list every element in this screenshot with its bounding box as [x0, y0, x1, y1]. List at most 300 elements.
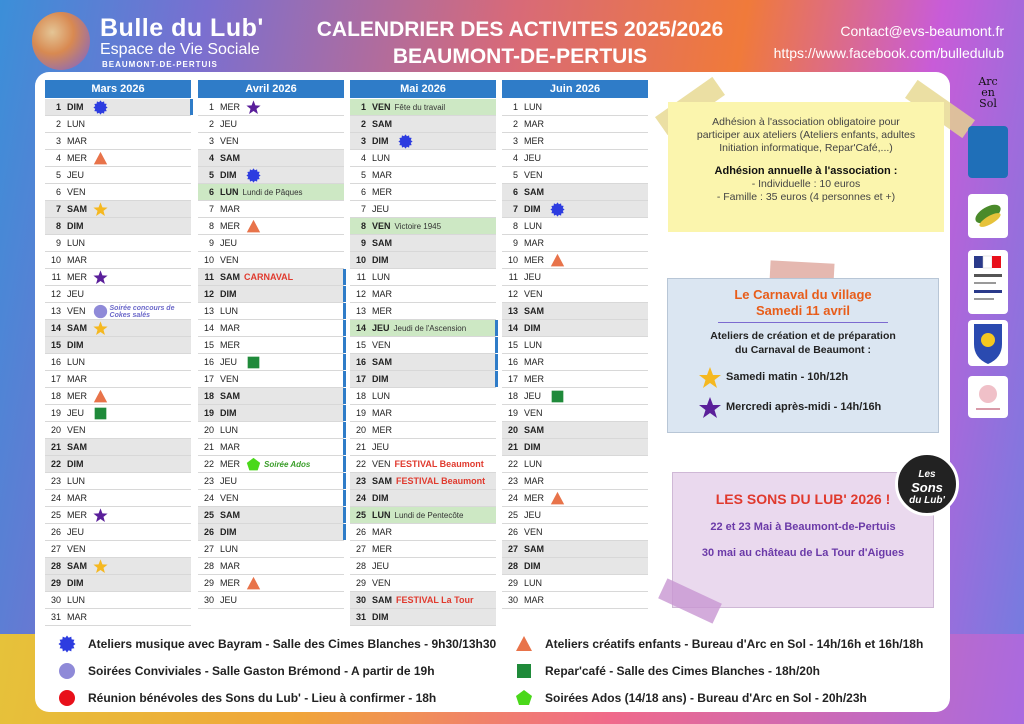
- day-row: [502, 286, 648, 303]
- day-row: [45, 286, 191, 303]
- adhesion-title: Adhésion annuelle à l'association :: [714, 165, 898, 177]
- day-number: 27: [355, 544, 366, 554]
- day-number: 17: [203, 374, 214, 384]
- day-row: [350, 286, 496, 303]
- day-name: SAM: [220, 510, 240, 520]
- day-number: 8: [360, 221, 366, 231]
- day-number: 16: [355, 357, 366, 367]
- day-name: SAM: [220, 272, 240, 282]
- day-name: MAR: [372, 527, 392, 537]
- day-note: CARNAVAL: [244, 272, 294, 282]
- day-row: [198, 524, 344, 541]
- day-name: LUN: [220, 187, 239, 197]
- day-name: VEN: [372, 102, 391, 112]
- day-row: [502, 303, 648, 320]
- day-name: MER: [67, 510, 87, 520]
- day-row: [502, 405, 648, 422]
- day-note: Soirée concours de Cokes salés: [109, 304, 175, 319]
- day-number: 13: [203, 306, 214, 316]
- day-name: MER: [220, 578, 240, 588]
- day-number: 5: [512, 170, 518, 180]
- day-name: MAR: [67, 374, 87, 384]
- day-row: [45, 303, 191, 320]
- day-row: [502, 354, 648, 371]
- sons-line1: 22 et 23 Mai à Beaumont-de-Pertuis: [710, 521, 896, 533]
- day-row: [198, 592, 344, 609]
- day-row: [198, 320, 344, 337]
- day-name: LUN: [220, 544, 239, 554]
- ados-icon: [246, 457, 261, 472]
- day-name: MER: [220, 221, 240, 231]
- day-row: [502, 133, 648, 150]
- day-row: [198, 184, 344, 201]
- day-number: 6: [55, 187, 61, 197]
- day-name: JEU: [524, 391, 542, 401]
- day-row: [198, 405, 344, 422]
- day-name: VEN: [220, 255, 239, 265]
- day-row: [502, 150, 648, 167]
- day-name: LUN: [372, 272, 391, 282]
- musique-icon: [93, 100, 108, 115]
- day-row: [198, 371, 344, 388]
- day-note: Lundi de Pentecôte: [394, 511, 464, 520]
- day-number: 27: [507, 544, 518, 554]
- day-name: LUN: [524, 221, 543, 231]
- day-number: 4: [360, 153, 366, 163]
- day-number: 30: [355, 595, 366, 605]
- day-name: VEN: [524, 289, 543, 299]
- day-number: 31: [355, 612, 366, 622]
- day-name: DIM: [372, 136, 389, 146]
- day-row: [198, 456, 344, 473]
- day-name: VEN: [220, 374, 239, 384]
- day-row: [198, 150, 344, 167]
- day-row: [502, 558, 648, 575]
- day-row: [45, 473, 191, 490]
- day-row: [45, 167, 191, 184]
- day-name: MAR: [372, 170, 392, 180]
- sons-du-lub-logo: Les Sons du Lub': [895, 452, 959, 516]
- day-row: [45, 507, 191, 524]
- creatifs-icon: [246, 219, 261, 234]
- day-note: FESTIVAL La Tour: [396, 595, 474, 605]
- day-name: JEU: [67, 408, 85, 418]
- day-name: SAM: [67, 204, 87, 214]
- day-row: [502, 371, 648, 388]
- day-row: [502, 507, 648, 524]
- day-row: [45, 609, 191, 626]
- day-row: [350, 541, 496, 558]
- day-number: 6: [360, 187, 366, 197]
- day-number: 25: [203, 510, 214, 520]
- day-number: 15: [507, 340, 518, 350]
- day-number: 8: [208, 221, 214, 231]
- month-column-avril: [198, 80, 344, 609]
- day-row: [350, 371, 496, 388]
- day-number: 26: [203, 527, 214, 537]
- day-row: [198, 541, 344, 558]
- day-name: SAM: [372, 595, 392, 605]
- day-name: DIM: [372, 255, 389, 265]
- day-number: 3: [360, 136, 366, 146]
- day-number: 7: [360, 204, 366, 214]
- musique-icon: [550, 202, 565, 217]
- day-number: 23: [203, 476, 214, 486]
- star-purple-icon: [698, 396, 722, 420]
- day-row: [350, 609, 496, 626]
- day-row: [502, 184, 648, 201]
- day-number: 21: [50, 442, 61, 452]
- day-number: 3: [512, 136, 518, 146]
- day-number: 9: [512, 238, 518, 248]
- star-purple-icon: [93, 508, 108, 523]
- day-name: JEU: [67, 527, 85, 537]
- day-row: [502, 575, 648, 592]
- day-number: 2: [512, 119, 518, 129]
- day-name: VEN: [524, 527, 543, 537]
- day-number: 23: [50, 476, 61, 486]
- day-row: [45, 439, 191, 456]
- day-name: SAM: [372, 476, 392, 486]
- day-name: VEN: [524, 170, 543, 180]
- day-number: 20: [203, 425, 214, 435]
- day-note: FESTIVAL Beaumont: [396, 476, 486, 486]
- day-name: MAR: [524, 119, 544, 129]
- day-row: [45, 558, 191, 575]
- day-number: 26: [507, 527, 518, 537]
- creatifs-icon: [93, 151, 108, 166]
- month-header: Avril 2026: [198, 80, 344, 98]
- day-row: [198, 167, 344, 184]
- day-number: 20: [507, 425, 518, 435]
- day-row: [350, 99, 496, 116]
- carnaval-slot-saturday: [678, 367, 928, 387]
- day-number: 29: [50, 578, 61, 588]
- day-name: JEU: [67, 170, 85, 180]
- day-row: [350, 269, 496, 286]
- reunion-icon: [58, 689, 76, 707]
- day-name: MAR: [220, 561, 240, 571]
- day-row: [350, 507, 496, 524]
- day-name: DIM: [524, 323, 541, 333]
- day-name: MER: [524, 374, 544, 384]
- day-row: [350, 303, 496, 320]
- reparcafe-icon: [93, 406, 108, 421]
- musique-icon: [58, 635, 76, 653]
- day-row: [502, 337, 648, 354]
- day-name: DIM: [67, 221, 84, 231]
- day-note: Jeudi de l'Ascension: [393, 324, 467, 333]
- carnaval-slot1-label: Samedi matin - 10h/12h: [726, 371, 849, 383]
- day-number: 14: [203, 323, 214, 333]
- month-column-mars: [45, 80, 191, 626]
- day-number: 29: [355, 578, 366, 588]
- day-name: MAR: [220, 442, 240, 452]
- day-name: JEU: [524, 272, 542, 282]
- day-name: LUN: [220, 425, 239, 435]
- day-name: SAM: [524, 187, 544, 197]
- day-number: 8: [55, 221, 61, 231]
- day-row: [350, 320, 496, 337]
- day-number: 13: [355, 306, 366, 316]
- blason-icon: [968, 320, 1008, 366]
- day-number: 11: [51, 272, 61, 282]
- day-number: 14: [355, 323, 366, 333]
- legend-item: Ateliers musique avec Bayram - Salle des Cimes Blanches - 9h30/13h30: [58, 634, 496, 661]
- creatifs-icon: [246, 576, 261, 591]
- day-number: 4: [208, 153, 214, 163]
- day-number: 1: [360, 102, 366, 112]
- day-name: MAR: [220, 204, 240, 214]
- day-name: DIM: [524, 204, 541, 214]
- adhesion-famille: - Famille : 35 euros (4 personnes et +): [716, 191, 896, 203]
- day-row: [198, 235, 344, 252]
- day-name: MER: [220, 102, 240, 112]
- day-row: [45, 320, 191, 337]
- day-name: JEU: [372, 442, 390, 452]
- day-number: 18: [203, 391, 214, 401]
- day-name: DIM: [372, 374, 389, 384]
- day-row: [45, 269, 191, 286]
- contact-facebook[interactable]: https://www.facebook.com/bulledulub: [773, 45, 1004, 61]
- day-number: 10: [203, 255, 214, 265]
- day-row: [502, 320, 648, 337]
- day-row: [502, 167, 648, 184]
- day-row: [502, 592, 648, 609]
- day-number: 12: [50, 289, 61, 299]
- day-number: 2: [208, 119, 214, 129]
- day-name: MER: [372, 187, 392, 197]
- day-number: 2: [360, 119, 366, 129]
- day-name: VEN: [67, 544, 86, 554]
- day-row: [45, 371, 191, 388]
- day-number: 13: [50, 306, 61, 316]
- day-row: [502, 456, 648, 473]
- day-number: 3: [55, 136, 61, 146]
- day-name: MER: [372, 544, 392, 554]
- day-name: SAM: [67, 442, 87, 452]
- day-number: 7: [208, 204, 214, 214]
- legend-item: Soirées Conviviales - Salle Gaston Brémond - A partir de 19h: [58, 661, 496, 688]
- day-number: 2: [55, 119, 61, 129]
- day-name: MER: [220, 340, 240, 350]
- day-row: [502, 490, 648, 507]
- day-number: 25: [50, 510, 61, 520]
- day-name: MAR: [524, 357, 544, 367]
- month-header: Mai 2026: [350, 80, 496, 98]
- day-name: JEU: [220, 238, 238, 248]
- day-row: [45, 541, 191, 558]
- day-number: 12: [355, 289, 366, 299]
- day-name: MER: [67, 272, 87, 282]
- carnaval-date: Samedi 11 avril: [756, 303, 850, 318]
- day-name: MER: [372, 425, 392, 435]
- month-header: Mars 2026: [45, 80, 191, 98]
- creatifs-icon: [93, 389, 108, 404]
- carnaval-slot2-label: Mercredi après-midi - 14h/16h: [726, 401, 882, 413]
- day-row: [198, 337, 344, 354]
- day-name: SAM: [67, 323, 87, 333]
- day-row: [198, 116, 344, 133]
- day-number: 30: [50, 595, 61, 605]
- day-row: [198, 388, 344, 405]
- day-name: DIM: [220, 289, 237, 299]
- day-name: LUN: [67, 476, 86, 486]
- day-number: 11: [204, 272, 214, 282]
- caf-logo: [968, 126, 1008, 178]
- day-row: [198, 507, 344, 524]
- day-row: [45, 99, 191, 116]
- conviviales-icon: [58, 662, 76, 680]
- day-row: [350, 405, 496, 422]
- day-row: [45, 592, 191, 609]
- day-number: 21: [507, 442, 518, 452]
- day-name: LUN: [67, 238, 86, 248]
- day-number: 15: [203, 340, 214, 350]
- creatifs-icon: [550, 253, 565, 268]
- title-line1: CALENDRIER DES ACTIVITES 2025/2026: [316, 18, 724, 41]
- day-name: VEN: [524, 408, 543, 418]
- day-row: [45, 405, 191, 422]
- day-row: [45, 456, 191, 473]
- day-number: 17: [507, 374, 518, 384]
- contact-email[interactable]: Contact@evs-beaumont.fr: [840, 23, 1004, 39]
- legend-item: Repar'café - Salle des Cimes Blanches - 18h/20h: [515, 661, 923, 688]
- day-number: 15: [355, 340, 366, 350]
- day-name: LUN: [524, 459, 543, 469]
- ados-icon: [515, 689, 533, 707]
- logo-subtitle: Espace de Vie Sociale: [100, 41, 260, 58]
- day-number: 19: [203, 408, 214, 418]
- day-row: [198, 252, 344, 269]
- legend-item: Ateliers créatifs enfants - Bureau d'Arc en Sol - 14h/16h et 16h/18h: [515, 634, 923, 661]
- day-row: [350, 439, 496, 456]
- day-number: 30: [203, 595, 214, 605]
- day-number: 27: [203, 544, 214, 554]
- day-number: 10: [355, 255, 366, 265]
- day-name: LUN: [67, 119, 86, 129]
- carnaval-slot-wednesday: [678, 397, 928, 417]
- day-number: 7: [512, 204, 518, 214]
- day-number: 15: [50, 340, 61, 350]
- day-name: LUN: [524, 102, 543, 112]
- day-name: DIM: [67, 102, 84, 112]
- musique-icon: [246, 168, 261, 183]
- sons-du-lub-note: [672, 472, 934, 608]
- day-name: VEN: [220, 493, 239, 503]
- day-name: SAM: [220, 391, 240, 401]
- day-row: [45, 184, 191, 201]
- day-name: MAR: [67, 136, 87, 146]
- month-column-mai: [350, 80, 496, 626]
- adhesion-line2: participer aux ateliers (Ateliers enfants, adultes: [696, 129, 916, 141]
- day-name: MAR: [524, 238, 544, 248]
- day-name: VEN: [67, 425, 86, 435]
- day-name: MAR: [372, 408, 392, 418]
- day-number: 30: [507, 595, 518, 605]
- contact-block: [774, 20, 1004, 64]
- day-row: [350, 184, 496, 201]
- day-name: LUN: [372, 510, 391, 520]
- adhesion-line3: Initiation informatique, Repar'Café,...): [719, 142, 893, 154]
- day-row: [350, 218, 496, 235]
- day-name: DIM: [220, 408, 237, 418]
- day-name: DIM: [67, 459, 84, 469]
- legend-item: Réunion bénévoles des Sons du Lub' - Lieu à confirmer - 18h: [58, 688, 496, 715]
- day-name: MAR: [67, 493, 87, 503]
- day-row: [350, 456, 496, 473]
- day-row: [502, 252, 648, 269]
- day-name: VEN: [372, 459, 391, 469]
- day-name: MAR: [220, 323, 240, 333]
- day-row: [198, 269, 344, 286]
- day-name: LUN: [220, 306, 239, 316]
- sons-title: LES SONS DU LUB' 2026 !: [715, 491, 891, 507]
- day-number: 23: [355, 476, 366, 486]
- day-name: MER: [524, 255, 544, 265]
- day-number: 29: [203, 578, 214, 588]
- logo-town: BEAUMONT-DE-PERTUIS: [102, 60, 218, 69]
- day-number: 22: [50, 459, 61, 469]
- day-row: [45, 524, 191, 541]
- musique-icon: [398, 134, 413, 149]
- day-row: [350, 150, 496, 167]
- day-row: [45, 201, 191, 218]
- day-number: 26: [50, 527, 61, 537]
- day-number: 31: [50, 612, 61, 622]
- title-line2: BEAUMONT-DE-PERTUIS: [392, 45, 648, 68]
- day-number: 8: [512, 221, 518, 231]
- day-name: DIM: [67, 340, 84, 350]
- day-name: MAR: [67, 612, 87, 622]
- day-row: [350, 473, 496, 490]
- day-number: 24: [50, 493, 61, 503]
- legend-left: [58, 634, 496, 715]
- day-row: [350, 592, 496, 609]
- day-number: 12: [507, 289, 518, 299]
- day-row: [350, 575, 496, 592]
- day-row: [502, 99, 648, 116]
- day-row: [45, 116, 191, 133]
- day-number: 1: [55, 102, 61, 112]
- day-name: DIM: [372, 493, 389, 503]
- day-number: 14: [50, 323, 61, 333]
- day-row: [45, 218, 191, 235]
- star-purple-icon: [93, 270, 108, 285]
- day-row: [502, 388, 648, 405]
- day-number: 10: [50, 255, 61, 265]
- day-name: JEU: [524, 510, 542, 520]
- carnaval-note: [667, 278, 939, 433]
- day-row: [502, 201, 648, 218]
- day-row: [198, 558, 344, 575]
- day-row: [198, 286, 344, 303]
- day-note: Soirée Ados: [264, 460, 311, 469]
- carnaval-desc1: Ateliers de création et de préparation: [710, 330, 896, 342]
- day-note: Lundi de Pâques: [242, 188, 303, 197]
- day-row: [45, 388, 191, 405]
- day-row: [198, 439, 344, 456]
- day-row: [350, 422, 496, 439]
- day-number: 4: [55, 153, 61, 163]
- day-number: 5: [360, 170, 366, 180]
- day-name: DIM: [220, 527, 237, 537]
- day-number: 17: [355, 374, 366, 384]
- day-number: 6: [208, 187, 214, 197]
- day-name: DIM: [524, 561, 541, 571]
- day-number: 4: [512, 153, 518, 163]
- day-number: 14: [507, 323, 518, 333]
